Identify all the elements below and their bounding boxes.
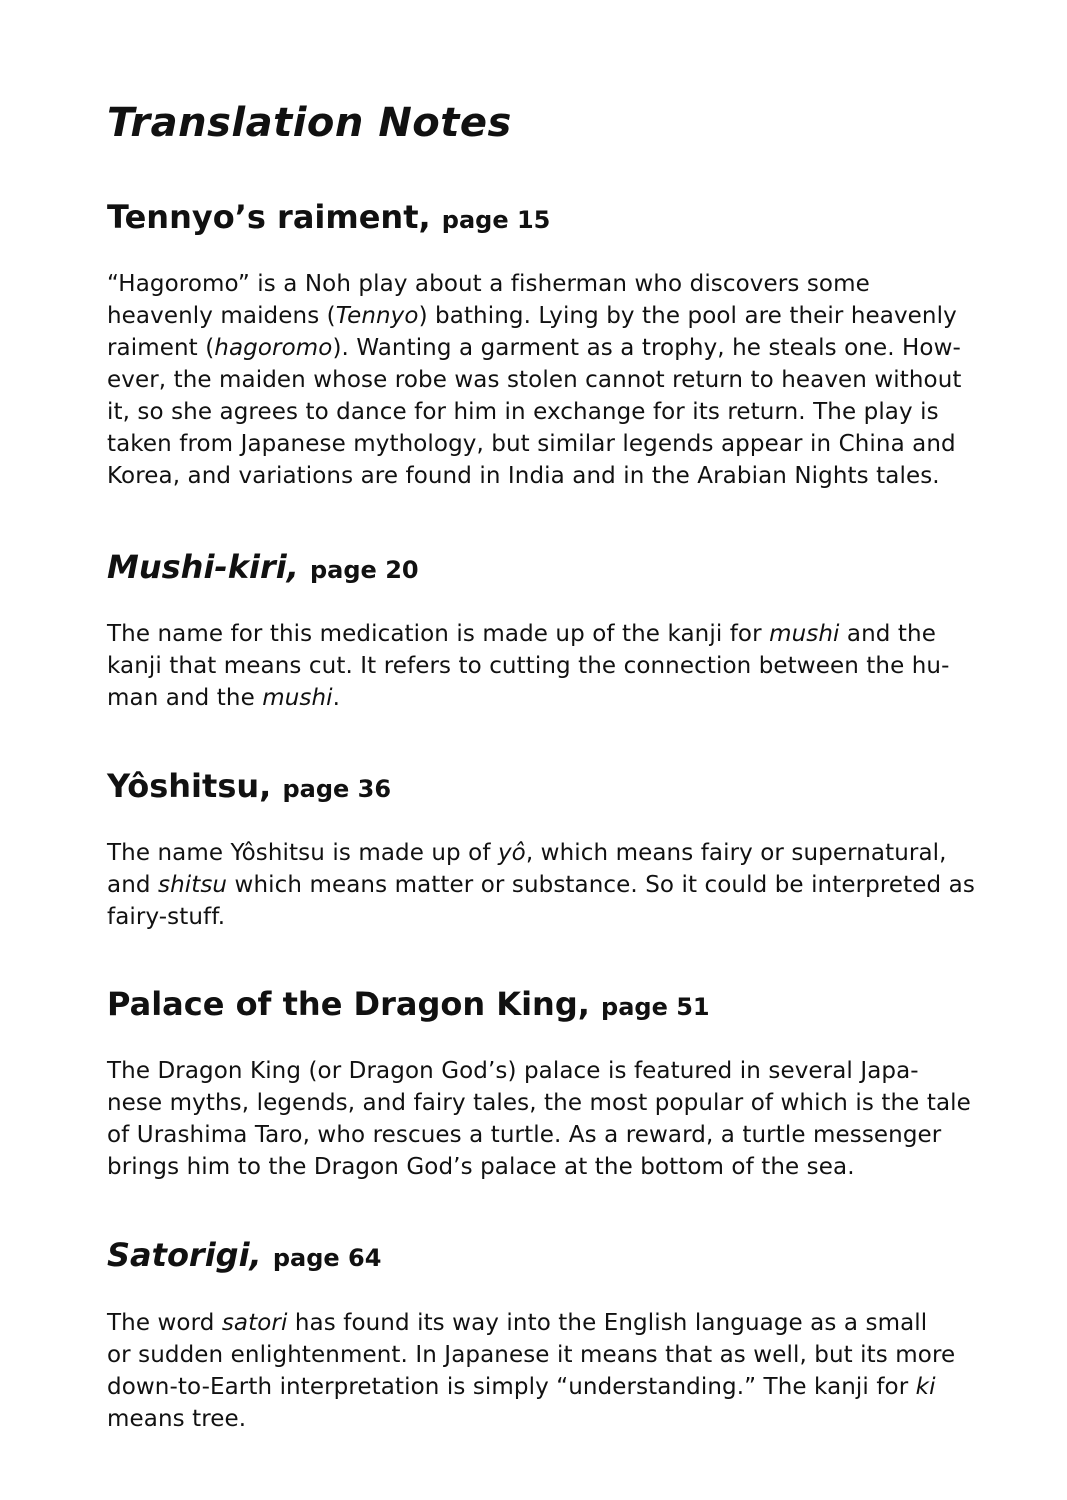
text-run: and the: [839, 621, 936, 647]
italic-term: shitsu: [157, 872, 228, 898]
note-line: [107, 300, 962, 332]
note-line: [107, 682, 950, 714]
note-line: [107, 901, 975, 933]
note-line: [107, 1339, 955, 1371]
italic-term: satori: [221, 1310, 288, 1336]
note-line: [107, 837, 975, 869]
text-run: taken from Japanese mythology, but similar legends appear in China and: [107, 431, 956, 457]
note-term: Tennyo’s raiment,: [107, 198, 431, 236]
note-term: Yôshitsu,: [107, 767, 272, 805]
text-run: The name for this medication is made up of the kanji for: [107, 621, 770, 647]
page-title: Translation Notes: [107, 100, 512, 146]
text-run: has found its way into the English language as a small: [287, 1310, 928, 1336]
text-run: which means matter or substance. So it could be interpreted as: [227, 872, 975, 898]
note-line: [107, 364, 962, 396]
text-run: of Urashima Taro, who rescues a turtle. As a reward, a turtle messenger: [107, 1122, 942, 1148]
note-page-ref: page 15: [441, 206, 551, 234]
note-line: [107, 618, 950, 650]
text-run: ever, the maiden whose robe was stolen cannot return to heaven without: [107, 367, 962, 393]
note-heading: [107, 198, 550, 236]
text-run: kanji that means cut. It refers to cutting the connection between the hu-: [107, 653, 950, 679]
note-line: [107, 1055, 971, 1087]
text-run: The word: [107, 1310, 222, 1336]
note-line: [107, 268, 962, 300]
note-page-ref: page 36: [282, 775, 392, 803]
note-line: [107, 650, 950, 682]
note-heading: [107, 985, 710, 1023]
note-line: [107, 460, 962, 492]
note-line: [107, 428, 962, 460]
note-heading: [107, 767, 391, 805]
text-run: fairy-stuff.: [107, 904, 226, 930]
text-run: , which means fairy or supernatural,: [525, 840, 947, 866]
text-run: raiment (: [107, 335, 215, 361]
note-heading: [107, 1236, 381, 1274]
note-line: [107, 1307, 955, 1339]
note-page-ref: page 64: [272, 1244, 382, 1272]
note-body: [107, 268, 962, 492]
text-run: down-to-Earth interpretation is simply “understanding.” The kanji for: [107, 1374, 916, 1400]
text-run: man and the: [107, 685, 263, 711]
note-body: [107, 837, 975, 933]
italic-term: ki: [915, 1374, 936, 1400]
note-body: [107, 618, 950, 714]
note-line: [107, 332, 962, 364]
note-line: [107, 1371, 955, 1403]
note-heading: [107, 548, 419, 586]
text-run: means tree.: [107, 1406, 247, 1432]
text-run: The name Yôshitsu is made up of: [107, 840, 498, 866]
note-term: Palace of the Dragon King,: [107, 985, 590, 1023]
note-line: [107, 1151, 971, 1183]
note-line: [107, 869, 975, 901]
note-page-ref: page 20: [310, 556, 419, 584]
note-line: [107, 396, 962, 428]
text-run: ). Wanting a garment as a trophy, he steals one. How-: [332, 335, 961, 361]
italic-term: yô: [497, 840, 526, 866]
text-run: Korea, and variations are found in India and in the Arabian Nights tales.: [107, 463, 940, 489]
text-run: and: [107, 872, 158, 898]
text-run: ) bathing. Lying by the pool are their heavenly: [418, 303, 957, 329]
italic-term: hagoromo: [214, 335, 333, 361]
italic-term: mushi: [262, 685, 333, 711]
note-term: Mushi-kiri,: [107, 548, 299, 586]
note-body: [107, 1055, 971, 1183]
text-run: nese myths, legends, and fairy tales, the most popular of which is the tale: [107, 1090, 971, 1116]
note-term: Satorigi,: [107, 1236, 262, 1274]
note-page-ref: page 51: [601, 993, 710, 1021]
italic-term: Tennyo: [335, 303, 419, 329]
note-line: [107, 1119, 971, 1151]
text-run: The Dragon King (or Dragon God’s) palace is featured in several Japa-: [107, 1058, 919, 1084]
note-body: [107, 1307, 955, 1435]
text-run: brings him to the Dragon God’s palace at the bottom of the sea.: [107, 1154, 855, 1180]
italic-term: mushi: [769, 621, 840, 647]
text-run: .: [332, 685, 341, 711]
note-line: [107, 1403, 955, 1435]
note-line: [107, 1087, 971, 1119]
text-run: it, so she agrees to dance for him in exchange for its return. The play is: [107, 399, 939, 425]
text-run: or sudden enlightenment. In Japanese it means that as well, but its more: [107, 1342, 956, 1368]
text-run: “Hagoromo” is a Noh play about a fisherman who discovers some: [107, 271, 870, 297]
text-run: heavenly maidens (: [107, 303, 336, 329]
